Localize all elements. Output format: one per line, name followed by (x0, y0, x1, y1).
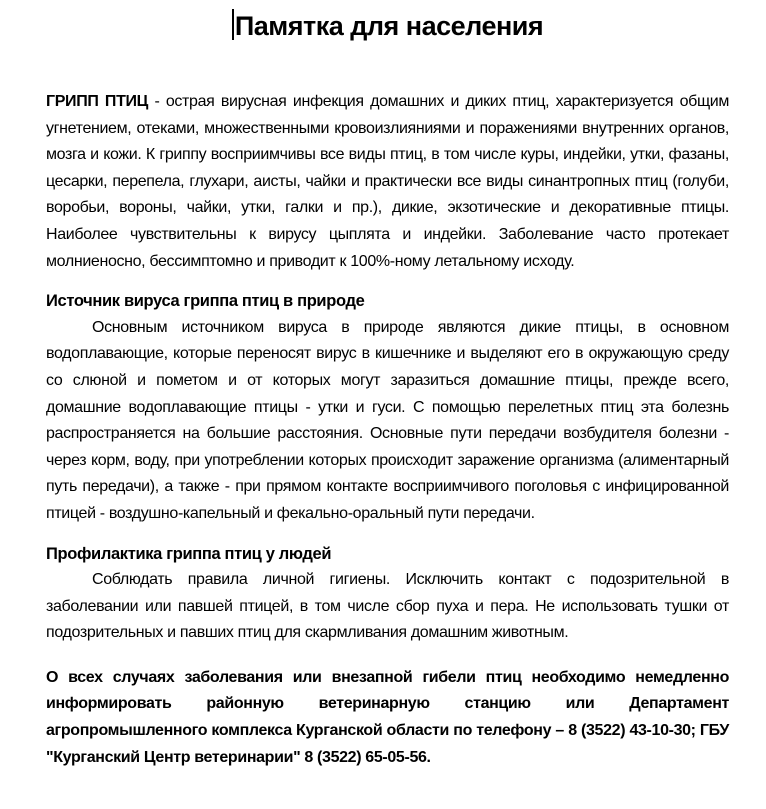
intro-text: - острая вирусная инфекция домашних и диких птиц, характеризуется общим угнетением, отеками, множественными кровоизлияниями и поражениями внутренних органов, мозга и кожи. К гриппу восприимчивы все виды птиц, в том числе куры, индейки, утки, фазаны, цесарки, перепела, глухари, аисты, чайки и практически все виды синантропных птиц (голуби, воробьи, вороны, чайки, утки, галки и пр.), дикие, экзотические и декоративные птицы. Наиболее чувствительны к вирусу цыплята и индейки. Заболевание часто протекает молниеносно, бессимптомно и приводит к 100%-ному летальному исходу. (46, 93, 729, 270)
intro-lead-bold: ГРИПП ПТИЦ (46, 93, 148, 110)
document-title (46, 8, 729, 45)
alert-paragraph: О всех случаях заболевания или внезапной гибели птиц необходимо немедленно информировать районную ветеринарную станцию или Департамент агропромышленного комплекса Курганской области по телефону – 8 (3522) 43-10-30; ГБУ "Курганский Центр ветеринарии" 8 (3522) 65-05-56. (46, 668, 729, 766)
virus-source-paragraph: Основным источником вируса в природе являются дикие птицы, в основном водоплавающие, которые переносят вирус в кишечнике и выделяют его в окружающую среду со слюной и пометом и от которых могут заразиться домашние птицы, прежде всего, домашние водоплавающие птицы - утки и гуси. С помощью перелетных птиц эта болезнь распространяется на большие расстояния. Основные пути передачи возбудителя болезни - через корм, воду, при употреблении которых происходит заражение организма (алиментарный путь передачи), а также - при прямом контакте восприимчивого поголовья с инфицированной птицей - воздушно-капельный и фекально-оральный пути передачи. (46, 318, 729, 522)
heading-prevention: Профилактика гриппа птиц у людей (46, 544, 332, 563)
heading-virus-source: Источник вируса гриппа птиц в природе (46, 292, 365, 311)
intro-paragraph (46, 89, 729, 275)
text-cursor (232, 9, 234, 40)
document-title-text: Памятка для населения (234, 11, 544, 41)
prevention-paragraph: Соблюдать правила личной гигиены. Исключить контакт с подозрительной в заболевании или павшей птицей, в том числе сбор пуха и пера. Не использовать тушки от подозрительных и павших птиц для скармливания домашним животным. (46, 571, 729, 642)
